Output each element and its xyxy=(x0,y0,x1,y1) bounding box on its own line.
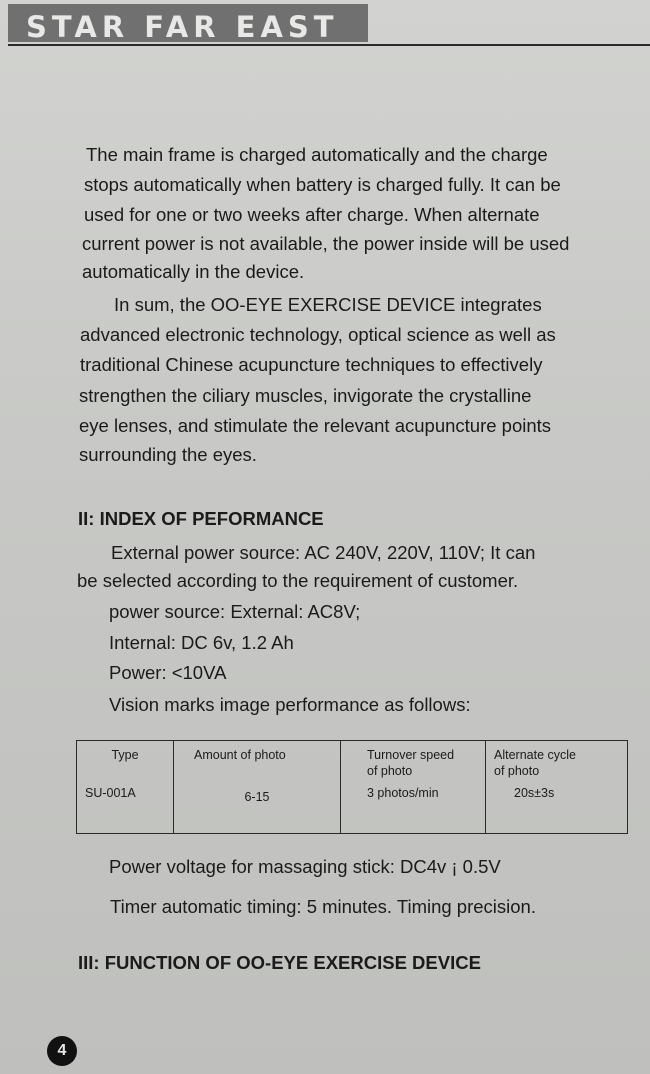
section2-line: Vision marks image performance as follows: xyxy=(109,694,471,715)
column-header: of photo xyxy=(367,764,413,778)
section2-line: be selected according to the requirement of customer. xyxy=(77,570,519,591)
page-number: 4 xyxy=(47,1036,77,1066)
table-cell xyxy=(486,741,628,834)
table-value: 20s±3s xyxy=(514,786,555,800)
para1-line: automatically in the device. xyxy=(82,261,305,282)
performance-table xyxy=(76,740,628,834)
table-value: 3 photos/min xyxy=(367,786,439,800)
table-value: 6-15 xyxy=(244,790,270,804)
para1-line: stops automatically when battery is charged fully. It can be xyxy=(84,174,561,195)
section2-line: Internal: DC 6v, 1.2 Ah xyxy=(109,632,294,653)
section2-line: External power source: AC 240V, 220V, 110V; It can xyxy=(111,542,536,563)
brand-title: STAR FAR EAST xyxy=(26,10,339,44)
section-heading: III: FUNCTION OF OO-EYE EXERCISE DEVICE xyxy=(78,952,481,973)
table-cell xyxy=(174,741,341,834)
section2-line: Power: <10VA xyxy=(109,662,227,683)
header-rule xyxy=(8,44,650,46)
para1-line: The main frame is charged automatically and the charge xyxy=(86,144,548,165)
para2-line: eye lenses, and stimulate the relevant acupuncture points xyxy=(79,415,552,436)
column-header: of photo xyxy=(494,764,540,778)
column-header: Amount of photo xyxy=(194,748,286,762)
para2-line: In sum, the OO-EYE EXERCISE DEVICE integrates xyxy=(114,294,542,315)
table-value: SU-001A xyxy=(85,786,136,800)
column-header: Type xyxy=(111,748,139,762)
para2-line: traditional Chinese acupuncture techniques to effectively xyxy=(80,354,543,375)
para2-line: surrounding the eyes. xyxy=(79,444,257,465)
header-band xyxy=(8,4,368,42)
para2-line: advanced electronic technology, optical science as well as xyxy=(80,324,556,345)
para2-line: strengthen the ciliary muscles, invigorate the crystalline xyxy=(79,385,532,406)
section2-line: power source: External: AC8V; xyxy=(109,601,361,622)
para1-line: current power is not available, the power inside will be used xyxy=(82,233,570,254)
column-header: Alternate cycle xyxy=(494,748,576,762)
table-cell xyxy=(77,741,174,834)
table-row xyxy=(77,741,628,834)
stick-voltage-line: Power voltage for massaging stick: DC4v ¡ 0.5V xyxy=(109,856,501,877)
section-heading: II: INDEX OF PEFORMANCE xyxy=(78,508,324,529)
para1-line: used for one or two weeks after charge. When alternate xyxy=(84,204,540,225)
table-cell xyxy=(341,741,486,834)
timer-line: Timer automatic timing: 5 minutes. Timing precision. xyxy=(110,896,536,917)
column-header: Turnover speed xyxy=(367,748,455,762)
